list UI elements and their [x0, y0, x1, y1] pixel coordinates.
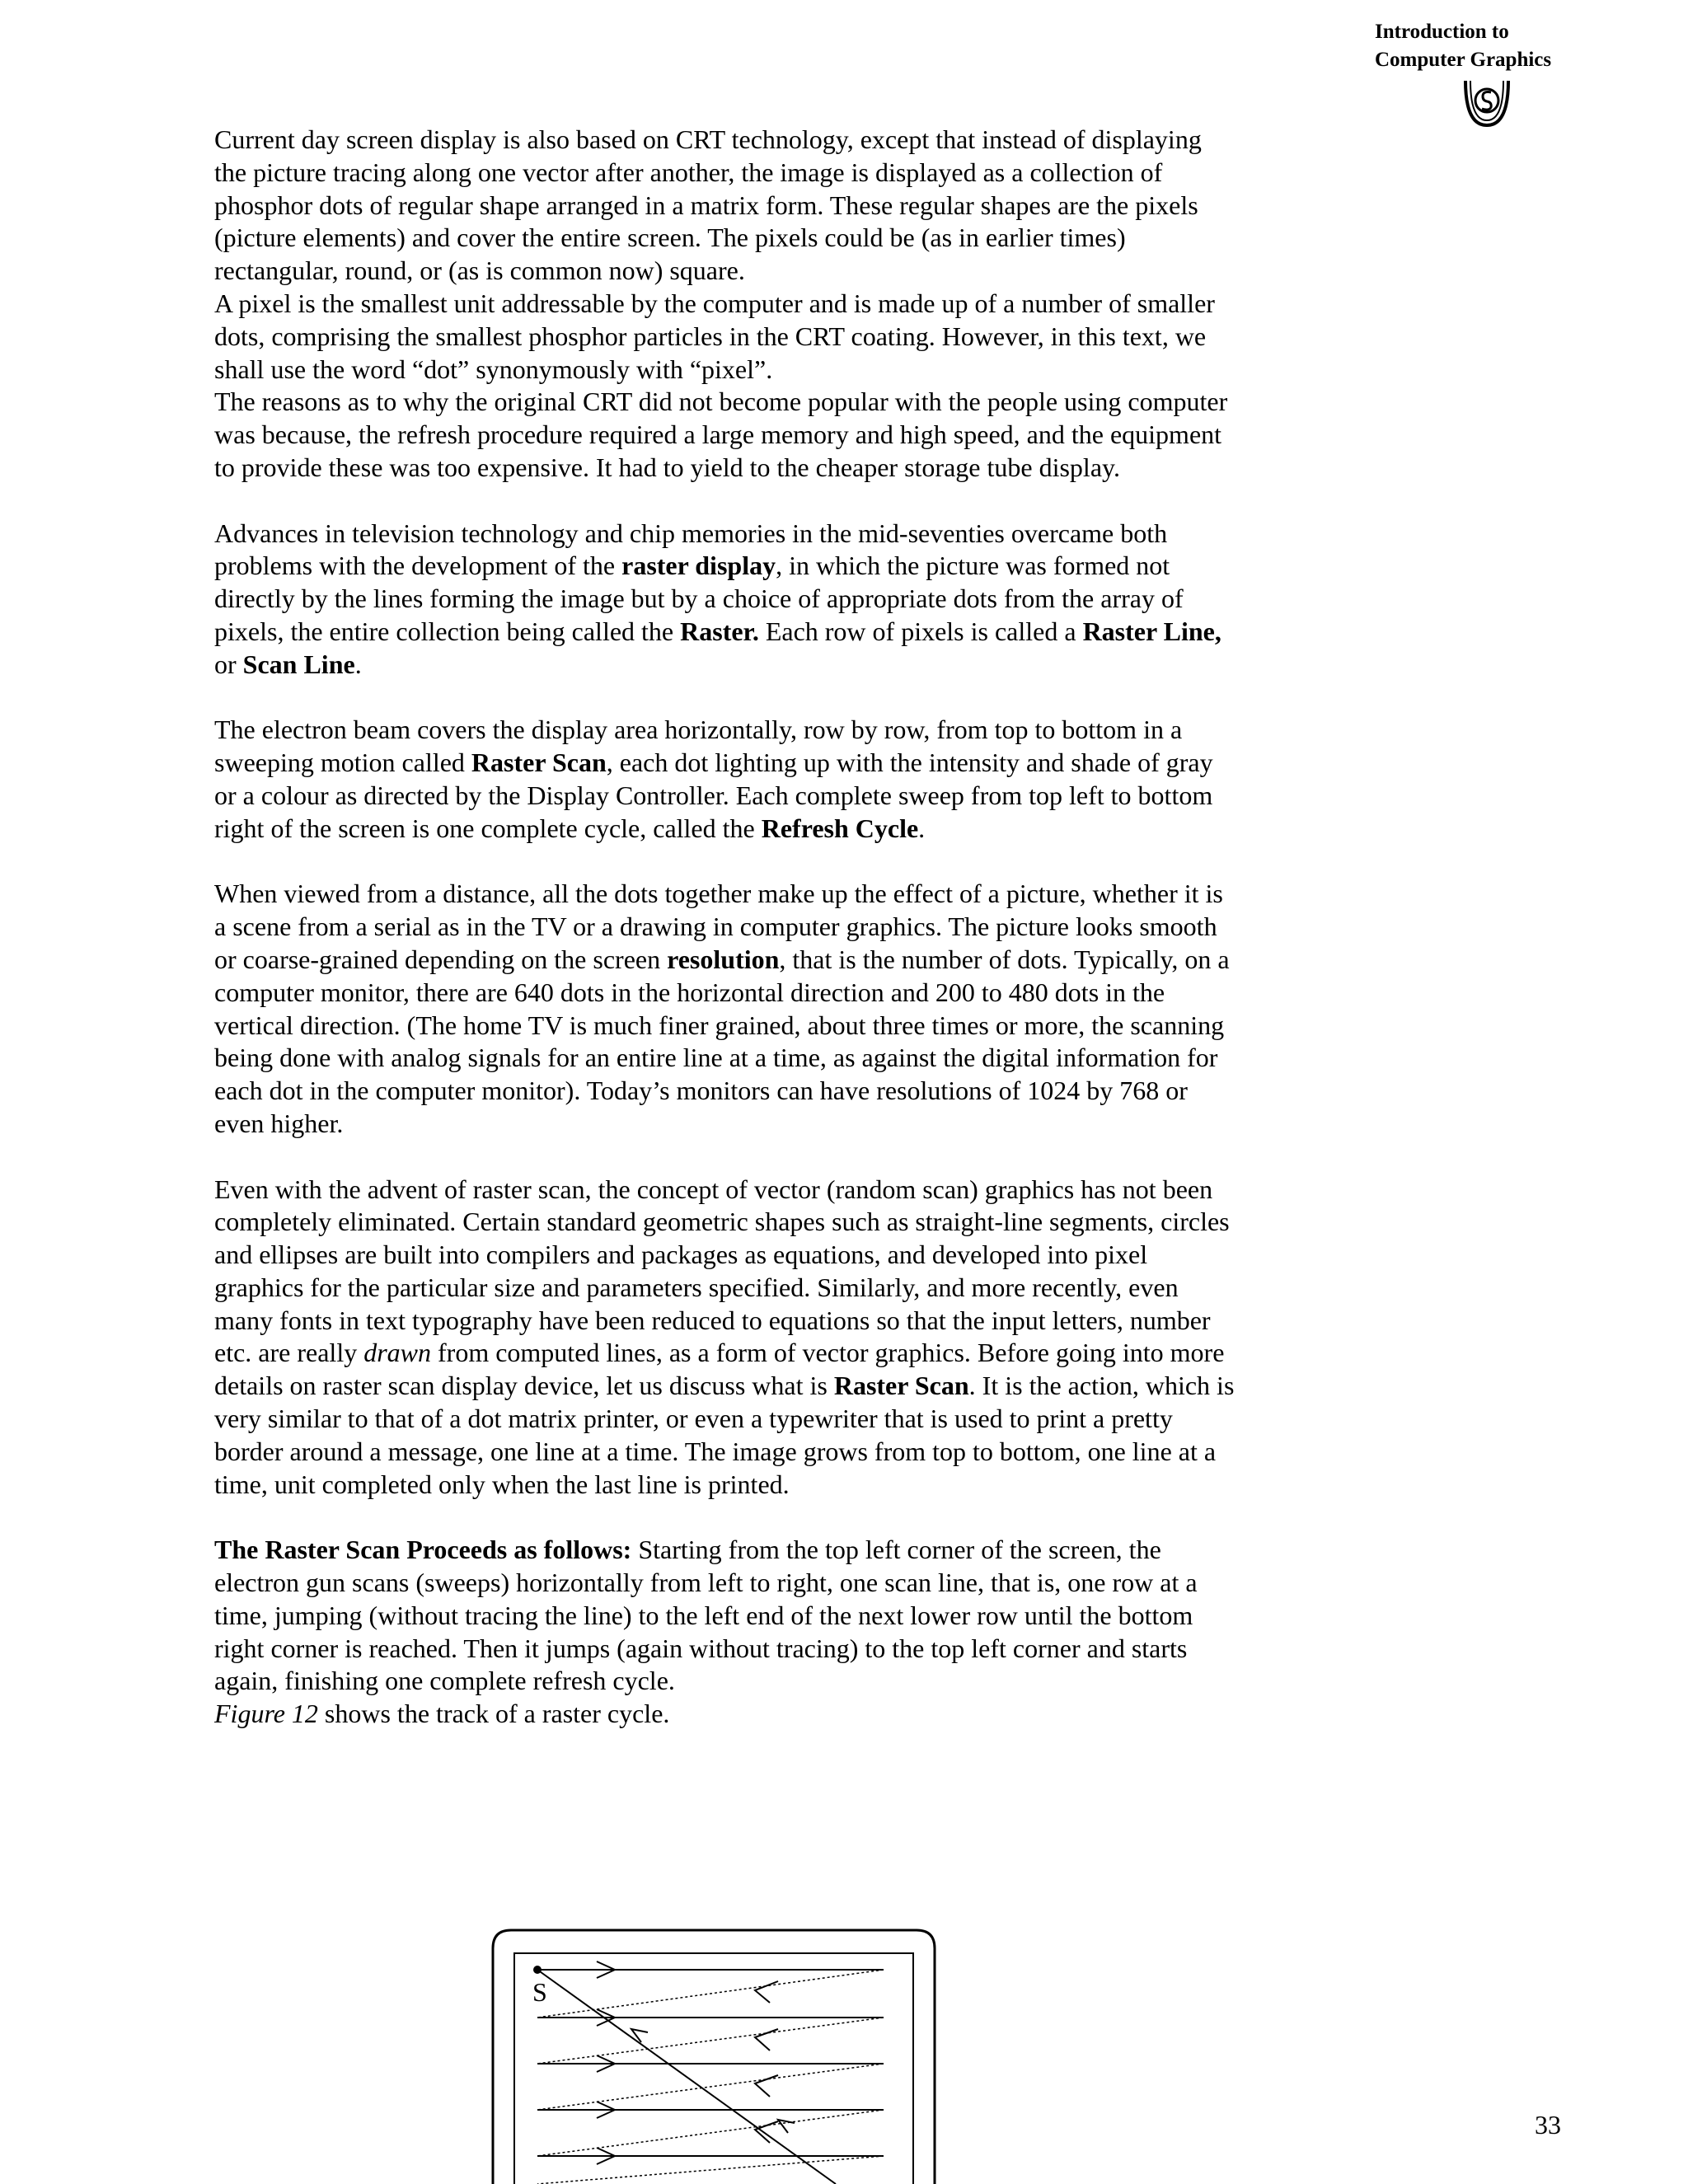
term-drawn: drawn — [363, 1338, 431, 1368]
paragraph-crt-display: Current day screen display is also based on CRT technology, except that instead of displaying the picture tracing along one vector after another, the image is displayed as a collection of phosphor dots of regular shape arranged in a matrix form. These regular shapes are the pixels (picture elements) and cover the entire screen. The pixels could be (as in earlier times) rectangular, round, or (as is common now) square. — [214, 124, 1202, 286]
paragraph-vector-graphics: Even with the advent of raster scan, the concept of vector (random scan) graphics has not been completely eliminated. Certain standard geometric shapes such as straight-line segments, circles and ellipses are built into compilers and packages as equations, and developed into pixel graphics for the particular size and parameters specified. Similarly, and more recently, even many fonts in text typography have been reduced to equations so that the input letters, number etc. are really drawn from computed lines, as a form of vector graphics. Before going into more details on raster scan display device, let us discuss what is Raster Scan. It is the action, which is very similar to that of a dot matrix printer, or even a typewriter that is used to print a pretty border around a message, one line at a time. The image grows from top to bottom, one line at a time, unit completed only when the last line is printed. — [214, 1174, 1235, 1499]
vertical-retrace-line — [537, 1970, 836, 2184]
scan-lines — [537, 1970, 884, 2156]
retrace-lines — [537, 1970, 884, 2184]
university-logo-icon — [1461, 73, 1513, 130]
term-raster-scan-2: Raster Scan — [833, 1371, 969, 1401]
term-raster-scan-proceeds: The Raster Scan Proceeds as follows: — [214, 1535, 632, 1565]
term-raster-display: raster display — [621, 551, 776, 581]
start-point — [533, 1966, 542, 1974]
vertical-retrace-arrowhead — [631, 2029, 648, 2042]
term-resolution: resolution — [667, 944, 780, 974]
start-label: S — [532, 1977, 547, 2007]
paragraph-resolution: When viewed from a distance, all the dots together make up the effect of a picture, whether it is a scene from a serial as in the TV or a drawing in computer graphics. The picture looks smooth or coarse-grained depending on the screen resolution, that is the number of dots. Typically, on a computer monitor, there are 640 dots in the horizontal direction and 200 to 480 dots in the vertical direction. (The home TV is much finer grained, about three times or more, the scanning being done with analog signals for an entire line at a time, as against the digital information for each dot in the computer monitor). Today’s monitors can have resolutions of 1024 by 768 or even higher. — [214, 879, 1230, 1138]
monitor-outline — [493, 1930, 935, 2184]
term-scan-line: Scan Line — [242, 649, 355, 679]
paragraph-crt-popularity: The reasons as to why the original CRT did not become popular with the people using computer was because, the refresh procedure required a large memory and high speed, and the equipment to provide these was too expensive. It had to yield to the cheaper storage tube display. — [214, 387, 1228, 482]
term-refresh-cycle: Refresh Cycle — [761, 813, 919, 843]
running-header — [1375, 18, 1622, 74]
term-raster-scan: Raster Scan — [471, 748, 607, 778]
paragraph-raster-procedure: The Raster Scan Proceeds as follows: Starting from the top left corner of the screen, the electron gun scans (sweeps) horizontally from left to right, one scan line, that is, one row at a time, jumping (without tracing the line) to the left end of the next lower row until the bottom right corner is reached. Then it jumps (again without tracing) to the top left corner and starts again, finishing one complete refresh cycle. Figure 12 shows the track of a raster cycle. — [214, 1535, 1198, 1729]
term-raster-line: Raster Line, — [1082, 616, 1221, 646]
body-text — [214, 124, 1236, 1731]
header-line-2: Computer Graphics — [1375, 49, 1552, 71]
retrace-arrowheads — [755, 1981, 778, 2143]
term-raster: Raster. — [680, 616, 759, 646]
vertical-retrace-arrowhead-lower — [778, 2120, 795, 2133]
page-number: 33 — [1535, 2110, 1561, 2139]
paragraph-raster-display: Advances in television technology and chip memories in the mid-seventies overcame both problems with the development of the raster display, in which the picture was formed not directly by the lines forming the image but by a choice of appropriate dots from the array of pixels, the entire collection being called the Raster. Each row of pixels is called a Raster Line, or Scan Line. — [214, 518, 1221, 679]
header-line-1: Introduction to — [1375, 21, 1509, 43]
screen-outline — [514, 1953, 913, 2184]
paragraph-pixel-definition: A pixel is the smallest unit addressable by the computer and is made up of a number of smaller dots, comprising the smallest phosphor particles in the CRT coating. However, in this text, we shall use the word “dot” synonymously with “pixel”. — [214, 288, 1215, 384]
raster-scan-figure — [490, 1927, 938, 2184]
paragraph-electron-beam: The electron beam covers the display area horizontally, row by row, from top to bottom in a sweeping motion called Raster Scan, each dot lighting up with the intensity and shade of gray or a colour as directed by the Display Controller. Each complete sweep from top left to bottom right of the screen is one complete cycle, called the Refresh Cycle. — [214, 715, 1213, 843]
figure-reference: Figure 12 — [214, 1699, 318, 1729]
